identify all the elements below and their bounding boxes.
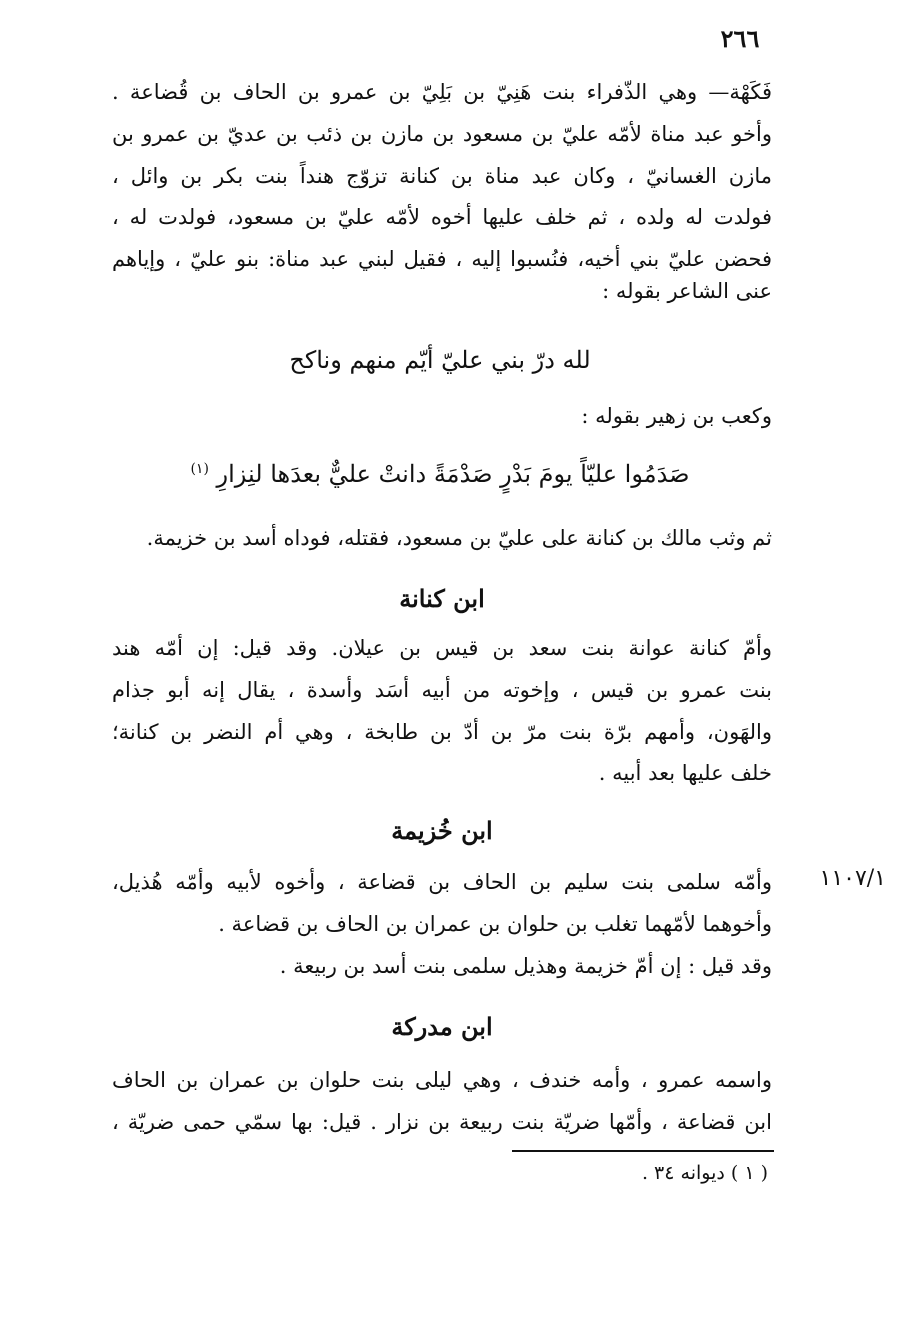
verse-text: صَدَمُوا عليّاً يومَ بَدْرٍ صَدْمَةً دانتْ عليٌّ بعدَها لنِزارِ [216, 460, 690, 488]
section-heading-ibn-mudrika: ابن مدركة [391, 1012, 493, 1041]
verse-line-2 [140, 460, 740, 488]
text-line: فَكَهْة— وهي الذّفراء بنت هَنِيّ بن بَلِيّ بن عمرو بن الحاف بن قُضاعة . [112, 80, 772, 104]
genealogy-paragraph [112, 72, 772, 313]
text-line: وقد قيل : إن أمّ خزيمة وهذيل سلمى بنت أسد بن ربيعة . [279, 953, 772, 978]
text-line: ثم وثب مالك بن كنانة على عليّ بن مسعود، فقتله، فوداه أسد بن خزيمة. [146, 526, 772, 550]
margin-reference: ١١٠٧/١ [819, 866, 886, 891]
text-line: وأخو عبد مناة لأمّه عليّ بن مسعود بن مازن بن ذئب بن عديّ بن عمرو بن [112, 121, 772, 146]
text-line: وأخوهما لأمّهما تغلب بن حلوان بن عمران بن الحاف بن قضاعة . [218, 911, 772, 936]
kinana-paragraph [112, 628, 772, 795]
text-line: والهَون، وأمهم برّة بنت مرّ بن أدّ بن طابخة ، وهي أم النضر بن كنانة؛ [112, 719, 772, 744]
text-line: ابن قضاعة ، وأمّها ضريّة بنت ربيعة بن نزار . قيل: بها سمّي حمى ضريّة ، [112, 1109, 772, 1134]
text-line: خلف عليها بعد أبيه . [598, 761, 772, 786]
mudrika-paragraph [112, 1060, 772, 1144]
intro-paragraph [112, 396, 772, 438]
text-line: عنى الشاعر بقوله : [602, 278, 772, 303]
text-line: مازن الغسانيّ ، وكان عبد مناة بن كنانة تزوّج هنداً بنت بكر بن وائل ، [112, 163, 772, 188]
text-line: بنت عمرو بن قيس ، وإخوته من أبيه أسَد وأسدة ، يقال إنه أبو جذام [112, 677, 772, 702]
narrative-paragraph [112, 518, 772, 560]
text-line: وأمّ كنانة عوانة بنت سعد بن قيس بن عيلان. وقد قيل: إن أمّه هند [112, 636, 772, 660]
text-line: فحضن عليّ بني أخيه، فنُسبوا إليه ، فقيل لبني عبد مناة: بنو عليّ ، وإياهم [112, 247, 772, 272]
khuzayma-paragraph [112, 862, 772, 987]
text-line: فولدت له ولده ، ثم خلف عليها أخوه لأمّه عليّ بن مسعود، فولدت له ، [112, 205, 772, 230]
text-line: وأمّه سلمى بنت سليم بن الحاف بن قضاعة ، وأخوه لأبيه وأمّه هُذيل، [112, 870, 772, 894]
footnote-divider [512, 1150, 774, 1152]
text-line: واسمه عمرو ، وأمه خندف ، وهي ليلى بنت حلوان بن عمران بن الحاف [112, 1068, 772, 1092]
page-number: ٢٦٦ [720, 24, 760, 53]
footnote-marker: (١) [190, 461, 209, 477]
footnote: ( ١ ) ديوانه ٣٤ . [641, 1162, 768, 1184]
text-line: وكعب بن زهير بقوله : [581, 404, 772, 428]
verse-line-1: لله درّ بني عليّ أيّم منهم وناكح [289, 346, 591, 374]
section-heading-ibn-khuzayma: ابن خُزيمة [391, 816, 493, 845]
section-heading-ibn-kinana: ابن كنانة [399, 584, 485, 613]
